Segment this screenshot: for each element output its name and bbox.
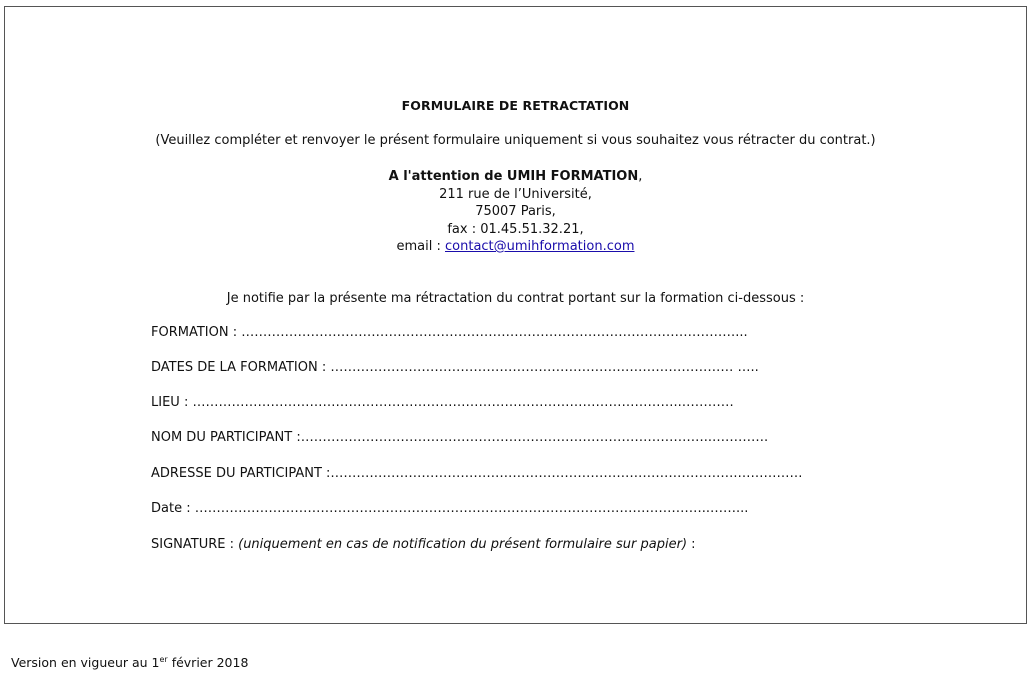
field-date-blank: ………………………………………………………………………………………………………..……... xyxy=(194,501,749,516)
email-label: email : xyxy=(396,239,445,254)
version-footer xyxy=(11,655,248,670)
field-dates xyxy=(151,360,759,375)
field-signature-suffix: : xyxy=(687,537,696,552)
field-adresse-label: ADRESSE DU PARTICIPANT : xyxy=(151,466,331,481)
address-fax: fax : 01.45.51.32.21, xyxy=(447,221,584,237)
field-lieu xyxy=(151,395,734,410)
field-participant-label: NOM DU PARTICIPANT : xyxy=(151,430,301,445)
address-street: 211 rue de l’Université, xyxy=(439,186,592,202)
field-signature-label: SIGNATURE : xyxy=(151,537,239,552)
field-participant-blank: …………………………………………………………………………………..…………. xyxy=(300,430,769,445)
footer-superscript: er xyxy=(159,654,168,664)
footer-suffix: février 2018 xyxy=(167,655,249,670)
recipient-name: A l'attention de UMIH FORMATION xyxy=(388,169,639,184)
field-formation-label: FORMATION : xyxy=(151,325,242,340)
form-title: FORMULAIRE DE RETRACTATION xyxy=(401,98,630,113)
form-instructions: (Veuillez compléter et renvoyer le présent formulaire uniquement si vous souhaitez vous rétracter du contrat.) xyxy=(155,133,876,148)
field-participant xyxy=(151,430,768,445)
footer-prefix: Version en vigueur au 1 xyxy=(11,655,160,670)
email-link[interactable]: contact@umihformation.com xyxy=(445,239,635,254)
field-lieu-label: LIEU : xyxy=(151,395,193,410)
retraction-form-box xyxy=(4,6,1027,624)
address-city: 75007 Paris, xyxy=(475,204,556,219)
field-date xyxy=(151,501,748,516)
retraction-notice: Je notifie par la présente ma rétractation du contrat portant sur la formation ci-dessous : xyxy=(226,291,805,306)
field-formation xyxy=(151,325,748,340)
field-dates-label: DATES DE LA FORMATION : xyxy=(151,360,331,375)
field-signature-note: (uniquement en cas de notification du présent formulaire sur papier) xyxy=(238,537,688,552)
field-signature xyxy=(151,537,696,552)
field-formation-blank: ……………………………………………………………………………………………………... xyxy=(241,325,748,340)
field-adresse xyxy=(151,466,803,481)
email-line xyxy=(5,238,1026,256)
recipient-address xyxy=(5,168,1026,256)
field-dates-blank: ………………………………………………………………………………… ….. xyxy=(330,360,759,375)
recipient-comma: , xyxy=(638,169,643,184)
field-lieu-blank: …………………………………………………………………………………………………..………… xyxy=(192,395,734,410)
field-adresse-blank: ………………………………………………………………………………….…………… xyxy=(330,466,803,481)
field-date-label: Date : xyxy=(151,501,195,516)
attention-line xyxy=(5,168,1026,186)
